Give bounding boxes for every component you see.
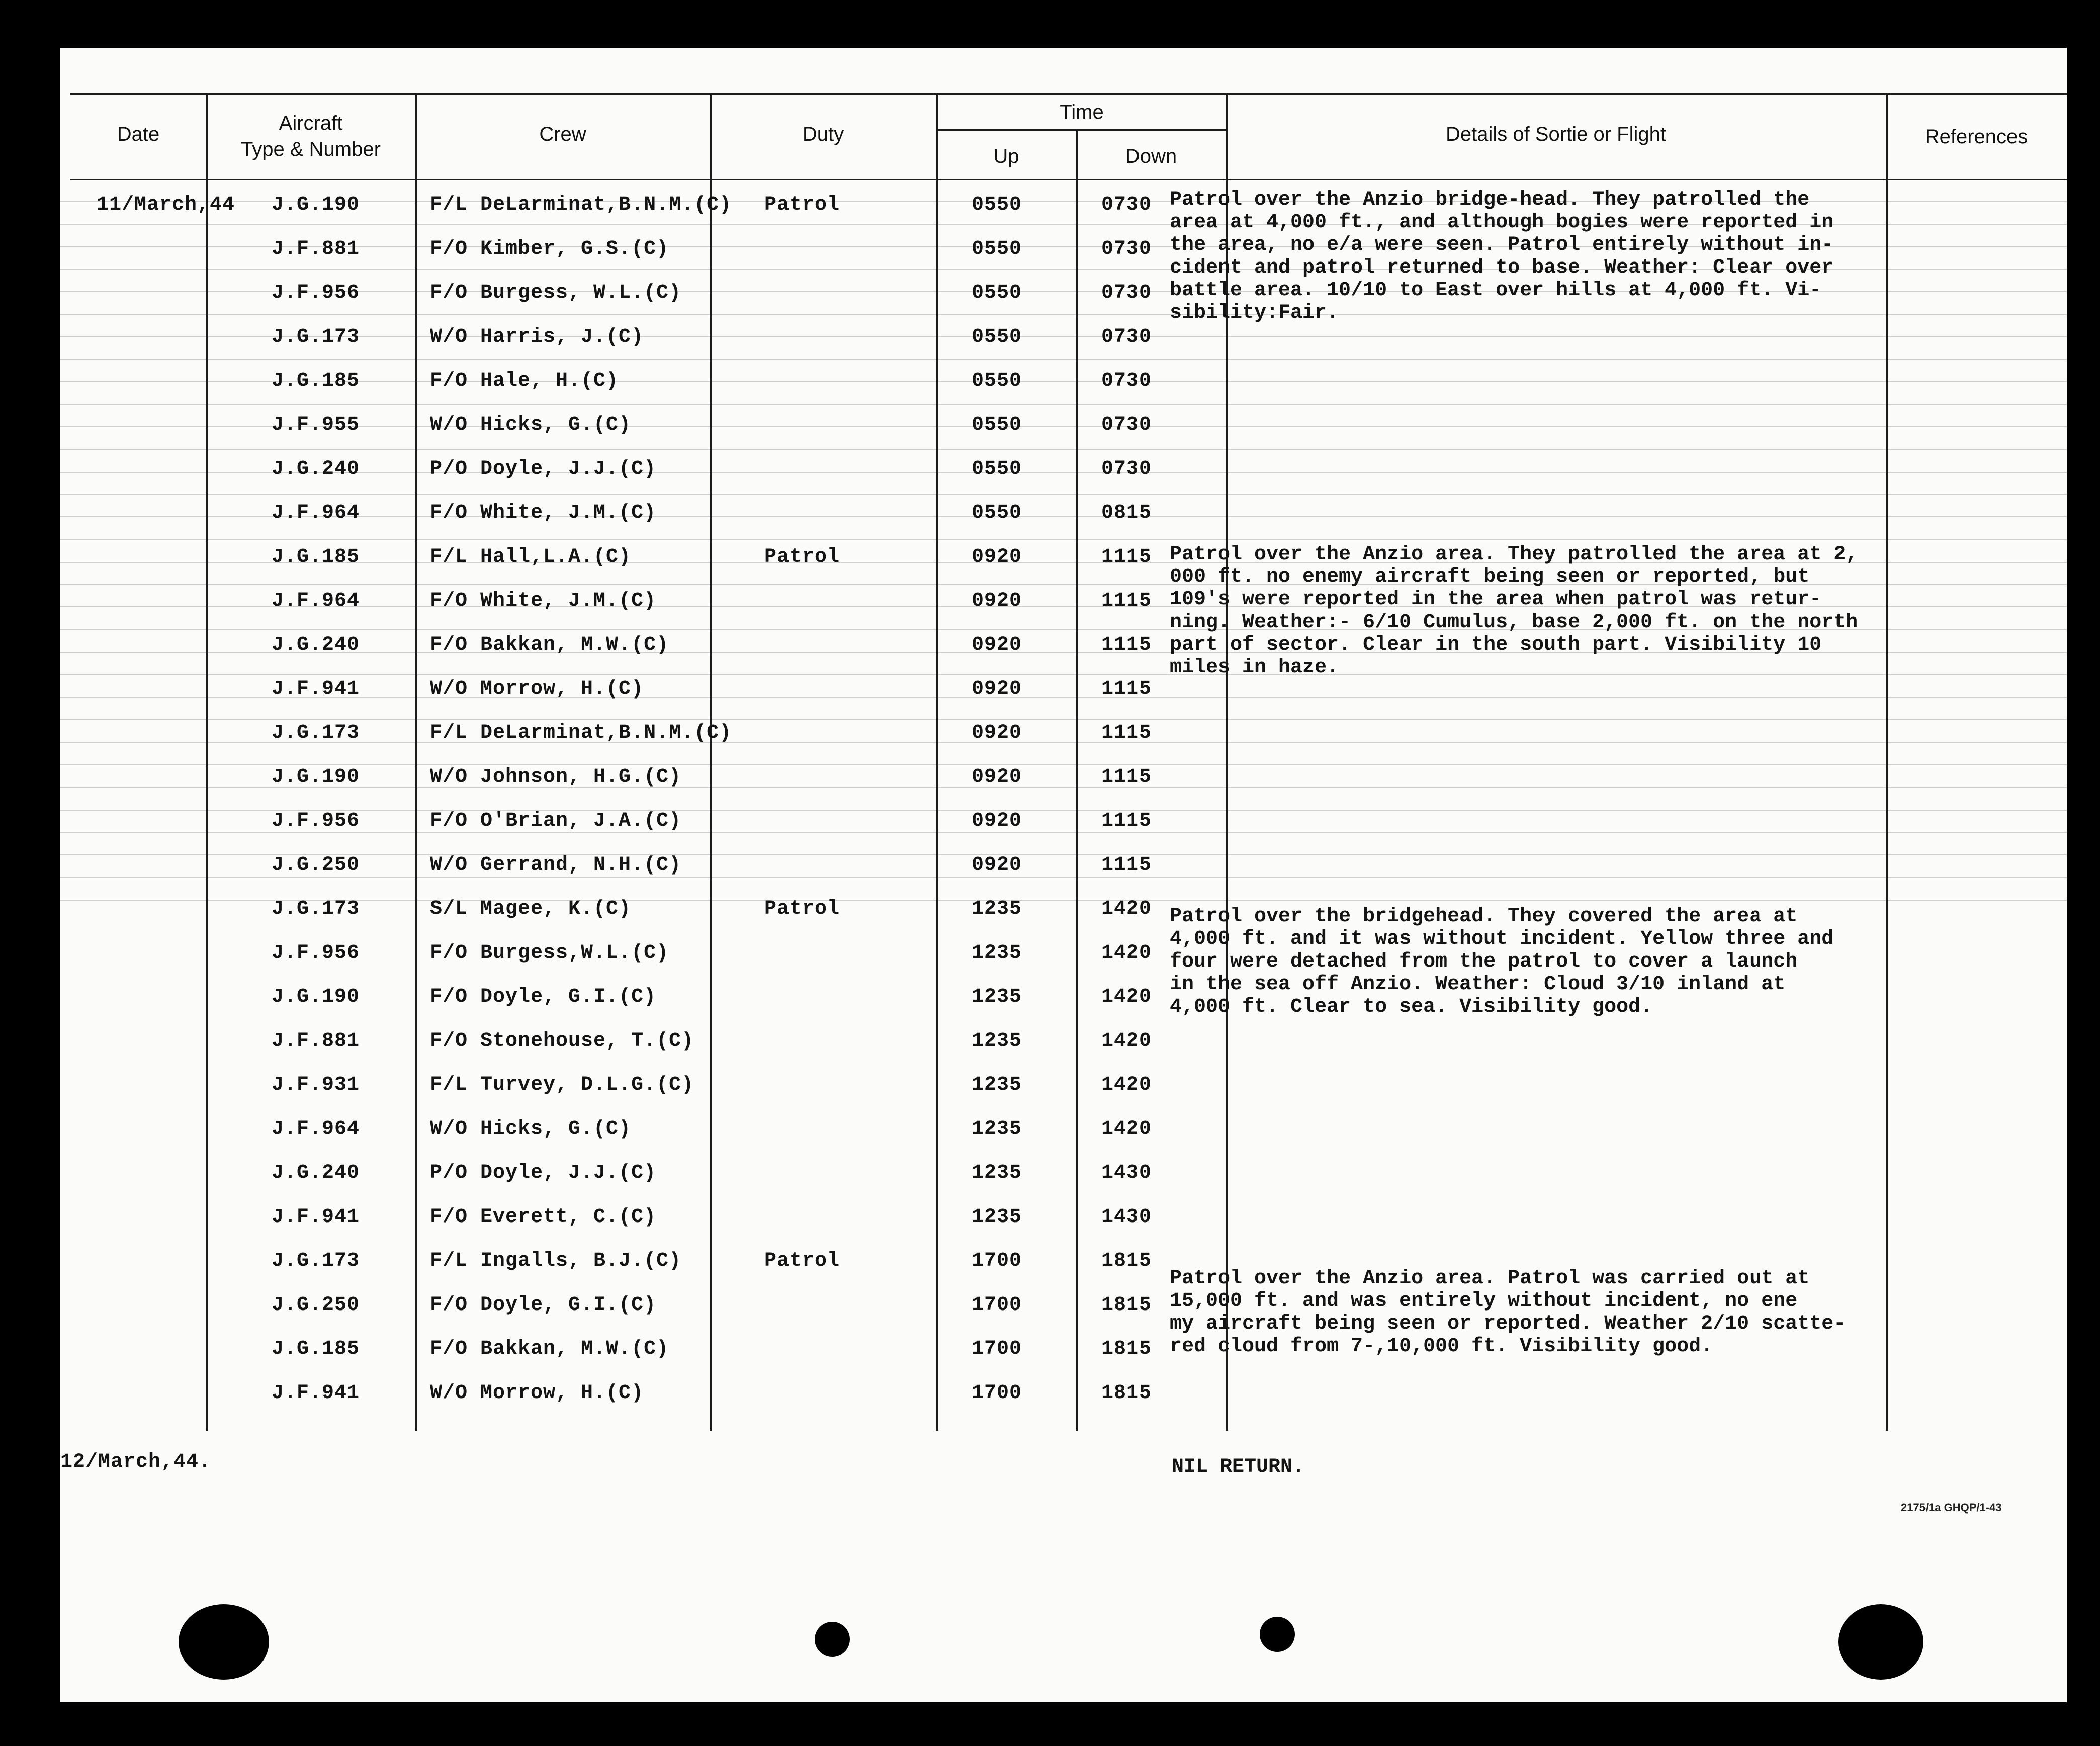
ruled-line [60, 494, 2067, 495]
details-line: cident and patrol returned to base. Weather: Clear over [1170, 256, 1834, 279]
crew-cell: F/O White, J.M.(C) [430, 589, 657, 613]
time-up-cell: 0920 [972, 546, 1022, 568]
details-line: my aircraft being seen or reported. Weather 2/10 scatte- [1170, 1313, 1846, 1335]
divider-up-down [1076, 129, 1078, 1431]
aircraft-cell: J.G.190 [272, 765, 360, 789]
divider-details [1886, 93, 1888, 1431]
aircraft-cell: J.F.941 [272, 1381, 360, 1405]
ruled-line [60, 359, 2067, 360]
date-cell: 11/March,44 [97, 194, 235, 216]
header-down: Down [1125, 145, 1177, 167]
crew-cell: F/L DeLarminat,B.N.M.(C) [430, 722, 732, 744]
details-line: the area, no e/a were seen. Patrol entirely without in- [1170, 234, 1834, 256]
form-code: 2175/1a GHQP/1-43 [1901, 1501, 2002, 1514]
ruled-line [60, 336, 2067, 337]
time-up-cell: 1700 [972, 1381, 1022, 1405]
time-up-cell: 1700 [972, 1338, 1022, 1360]
crew-cell: W/O Harris, J.(C) [430, 325, 644, 348]
crew-cell: F/O Doyle, G.I.(C) [430, 1293, 657, 1317]
punch-hole-center-right [1260, 1617, 1295, 1652]
ruled-line [60, 381, 2067, 382]
ruled-line [60, 719, 2067, 720]
time-down-cell: 1420 [1101, 1029, 1152, 1053]
crew-cell: W/O Hicks, G.(C) [430, 1117, 632, 1141]
time-up-cell: 0550 [972, 413, 1022, 436]
aircraft-cell: J.G.190 [272, 986, 360, 1008]
time-up-cell: 0550 [972, 237, 1022, 260]
aircraft-cell: J.G.250 [272, 1293, 360, 1317]
aircraft-cell: J.F.941 [272, 677, 360, 701]
header-time: Time [1060, 101, 1104, 123]
time-up-cell: 1235 [972, 1029, 1022, 1053]
crew-cell: W/O Morrow, H.(C) [430, 677, 644, 701]
ruled-line [60, 426, 2067, 427]
time-down-cell: 1115 [1101, 810, 1152, 832]
details-line: Patrol over the Anzio bridge-head. They patrolled the [1170, 189, 1810, 211]
details-line: miles in haze. [1170, 656, 1339, 679]
details-line: 15,000 ft. and was entirely without incident, no ene [1170, 1290, 1798, 1313]
details-line: Patrol over the Anzio area. Patrol was carried out at [1170, 1267, 1810, 1290]
time-down-cell: 1815 [1101, 1381, 1152, 1405]
time-down-cell: 1115 [1101, 853, 1152, 877]
details-block-4 [1170, 1267, 1846, 1358]
details-line: battle area. 10/10 to East over hills at 4,000 ft. Vi- [1170, 279, 1822, 302]
time-split-line [936, 129, 1227, 131]
time-up-cell: 0550 [972, 501, 1022, 525]
time-up-cell: 0550 [972, 325, 1022, 348]
time-down-cell: 0730 [1101, 282, 1152, 304]
header-crew: Crew [539, 123, 586, 145]
header-bottom-line [70, 179, 2067, 180]
details-line: 000 ft. no enemy aircraft being seen or reported, but [1170, 566, 1810, 588]
header-references: References [1924, 126, 2028, 148]
details-line: red cloud from 7-,10,000 ft. Visibility good. [1170, 1335, 1713, 1358]
time-down-cell: 1115 [1101, 765, 1152, 789]
divider-aircraft [415, 93, 417, 1431]
time-down-cell: 0815 [1101, 501, 1152, 525]
ruled-line [60, 900, 2067, 901]
ruled-line [60, 787, 2067, 788]
crew-cell: W/O Morrow, H.(C) [430, 1381, 644, 1405]
time-down-cell: 1815 [1101, 1338, 1152, 1360]
crew-cell: F/O O'Brian, J.A.(C) [430, 810, 682, 832]
ruled-line [60, 516, 2067, 517]
time-down-cell: 1115 [1101, 589, 1152, 613]
aircraft-cell: J.G.185 [272, 546, 360, 568]
ruled-line [60, 539, 2067, 540]
details-line: Patrol over the Anzio area. They patrolled the area at 2, [1170, 543, 1858, 566]
crew-cell: W/O Gerrand, N.H.(C) [430, 853, 682, 877]
time-down-cell: 1420 [1101, 898, 1152, 920]
aircraft-cell: J.G.185 [272, 1338, 360, 1360]
header-aircraft-line2: Type & Number [241, 138, 381, 160]
time-down-cell: 1420 [1101, 941, 1152, 965]
crew-cell: S/L Magee, K.(C) [430, 898, 632, 920]
time-up-cell: 0920 [972, 765, 1022, 789]
details-block-5 [1172, 1456, 1304, 1478]
time-down-cell: 0730 [1101, 237, 1152, 260]
aircraft-cell: J.F.955 [272, 413, 360, 436]
details-line: 109's were reported in the area when patrol was retur- [1170, 588, 1822, 611]
time-up-cell: 1235 [972, 941, 1022, 965]
aircraft-cell: J.G.173 [272, 325, 360, 348]
aircraft-cell: J.F.964 [272, 589, 360, 613]
details-line: in the sea off Anzio. Weather: Cloud 3/10 inland at [1170, 973, 1786, 996]
details-line: ning. Weather:- 6/10 Cumulus, base 2,000 ft. on the north [1170, 611, 1858, 634]
ruled-line [60, 404, 2067, 405]
aircraft-cell: J.G.240 [272, 458, 360, 480]
crew-cell: F/O Burgess, W.L.(C) [430, 282, 682, 304]
aircraft-cell: J.G.240 [272, 634, 360, 656]
details-line: 4,000 ft. and it was without incident. Yellow three and [1170, 928, 1834, 950]
details-line: Patrol over the bridgehead. They covered the area at [1170, 905, 1798, 928]
header-duty: Duty [802, 123, 844, 145]
aircraft-cell: J.F.956 [272, 810, 360, 832]
aircraft-cell: J.G.190 [272, 194, 360, 216]
time-up-cell: 0920 [972, 634, 1022, 656]
time-down-cell: 0730 [1101, 413, 1152, 436]
time-down-cell: 1115 [1101, 546, 1152, 568]
ruled-line [60, 877, 2067, 878]
aircraft-cell: J.F.931 [272, 1074, 360, 1096]
time-up-cell: 0550 [972, 282, 1022, 304]
header-aircraft-line1: Aircraft [279, 112, 343, 134]
details-line: 4,000 ft. Clear to sea. Visibility good. [1170, 996, 1653, 1018]
aircraft-cell: J.F.964 [272, 1117, 360, 1141]
crew-cell: F/O Doyle, G.I.(C) [430, 986, 657, 1008]
ruled-line [60, 472, 2067, 473]
ruled-line [60, 764, 2067, 765]
time-down-cell: 0730 [1101, 458, 1152, 480]
time-up-cell: 1700 [972, 1293, 1022, 1317]
details-block-1 [1170, 189, 1833, 324]
time-up-cell: 1235 [972, 1205, 1022, 1229]
time-down-cell: 1420 [1101, 1074, 1152, 1096]
time-up-cell: 1235 [972, 1162, 1022, 1184]
time-up-cell: 0550 [972, 370, 1022, 392]
ruled-line [60, 854, 2067, 855]
crew-cell: F/O White, J.M.(C) [430, 501, 657, 525]
time-up-cell: 0920 [972, 722, 1022, 744]
crew-cell: W/O Hicks, G.(C) [430, 413, 632, 436]
time-down-cell: 0730 [1101, 194, 1152, 216]
details-line: sibility:Fair. [1170, 302, 1339, 324]
aircraft-cell: J.G.185 [272, 370, 360, 392]
aircraft-cell: J.F.881 [272, 237, 360, 260]
time-up-cell: 0920 [972, 677, 1022, 701]
crew-cell: F/L Hall,L.A.(C) [430, 546, 632, 568]
details-line: four were detached from the patrol to cover a launch [1170, 950, 1798, 973]
crew-cell: F/O Everett, C.(C) [430, 1205, 657, 1229]
time-up-cell: 1235 [972, 898, 1022, 920]
time-up-cell: 0920 [972, 810, 1022, 832]
divider-duty [936, 93, 938, 1431]
duty-cell: Patrol [764, 194, 840, 216]
aircraft-cell: J.G.173 [272, 898, 360, 920]
time-down-cell: 1815 [1101, 1293, 1152, 1317]
divider-date [206, 93, 208, 1431]
ruled-line [60, 697, 2067, 698]
crew-cell: P/O Doyle, J.J.(C) [430, 458, 657, 480]
operations-record-sheet [60, 48, 2067, 1702]
ruled-line [60, 742, 2067, 743]
aircraft-cell: J.F.964 [272, 501, 360, 525]
aircraft-cell: J.G.250 [272, 853, 360, 877]
time-down-cell: 0730 [1101, 325, 1152, 348]
ruled-line [60, 810, 2067, 811]
punch-hole-center-left [815, 1622, 850, 1657]
ruled-line [60, 832, 2067, 833]
duty-cell: Patrol [764, 898, 840, 920]
time-down-cell: 1115 [1101, 722, 1152, 744]
time-up-cell: 0550 [972, 458, 1022, 480]
duty-cell: Patrol [764, 546, 840, 568]
punch-hole-left [179, 1604, 269, 1680]
header-date: Date [117, 123, 160, 145]
crew-cell: F/O Stonehouse, T.(C) [430, 1029, 694, 1053]
time-down-cell: 1430 [1101, 1205, 1152, 1229]
time-up-cell: 1235 [972, 986, 1022, 1008]
details-line: NIL RETURN. [1172, 1456, 1305, 1478]
punch-hole-right [1838, 1604, 1923, 1680]
crew-cell: F/O Bakkan, M.W.(C) [430, 634, 669, 656]
crew-cell: F/O Burgess,W.L.(C) [430, 941, 669, 965]
aircraft-cell: J.F.941 [272, 1205, 360, 1229]
crew-cell: F/O Bakkan, M.W.(C) [430, 1338, 669, 1360]
aircraft-cell: J.F.881 [272, 1029, 360, 1053]
header-top-line [70, 93, 2067, 95]
time-up-cell: 0920 [972, 589, 1022, 613]
aircraft-cell: J.F.956 [272, 941, 360, 965]
details-block-2 [1170, 543, 1858, 679]
details-block-3 [1170, 905, 1833, 1018]
time-down-cell: 1420 [1101, 1117, 1152, 1141]
time-up-cell: 0550 [972, 194, 1022, 216]
crew-cell: F/L Turvey, D.L.G.(C) [430, 1074, 694, 1096]
crew-cell: W/O Johnson, H.G.(C) [430, 765, 682, 789]
time-up-cell: 1700 [972, 1250, 1022, 1272]
time-up-cell: 1235 [972, 1074, 1022, 1096]
crew-cell: F/L Ingalls, B.J.(C) [430, 1250, 682, 1272]
header-up: Up [993, 145, 1019, 167]
time-up-cell: 1235 [972, 1117, 1022, 1141]
date-cell: 12/March,44. [60, 1451, 212, 1473]
time-down-cell: 1430 [1101, 1162, 1152, 1184]
details-line: area at 4,000 ft., and although bogies were reported in [1170, 211, 1834, 234]
header-details: Details of Sortie or Flight [1446, 123, 1666, 145]
ruled-line [60, 449, 2067, 450]
aircraft-cell: J.G.173 [272, 722, 360, 744]
details-line: part of sector. Clear in the south part. Visibility 10 [1170, 634, 1822, 656]
crew-cell: P/O Doyle, J.J.(C) [430, 1162, 657, 1184]
aircraft-cell: J.G.240 [272, 1162, 360, 1184]
time-down-cell: 0730 [1101, 370, 1152, 392]
crew-cell: F/L DeLarminat,B.N.M.(C) [430, 194, 732, 216]
time-up-cell: 0920 [972, 853, 1022, 877]
time-down-cell: 1815 [1101, 1250, 1152, 1272]
aircraft-cell: J.G.173 [272, 1250, 360, 1272]
divider-crew [710, 93, 712, 1431]
duty-cell: Patrol [764, 1250, 840, 1272]
crew-cell: F/O Kimber, G.S.(C) [430, 237, 669, 260]
aircraft-cell: J.F.956 [272, 282, 360, 304]
time-down-cell: 1115 [1101, 677, 1152, 701]
time-down-cell: 1420 [1101, 986, 1152, 1008]
crew-cell: F/O Hale, H.(C) [430, 370, 619, 392]
time-down-cell: 1115 [1101, 634, 1152, 656]
